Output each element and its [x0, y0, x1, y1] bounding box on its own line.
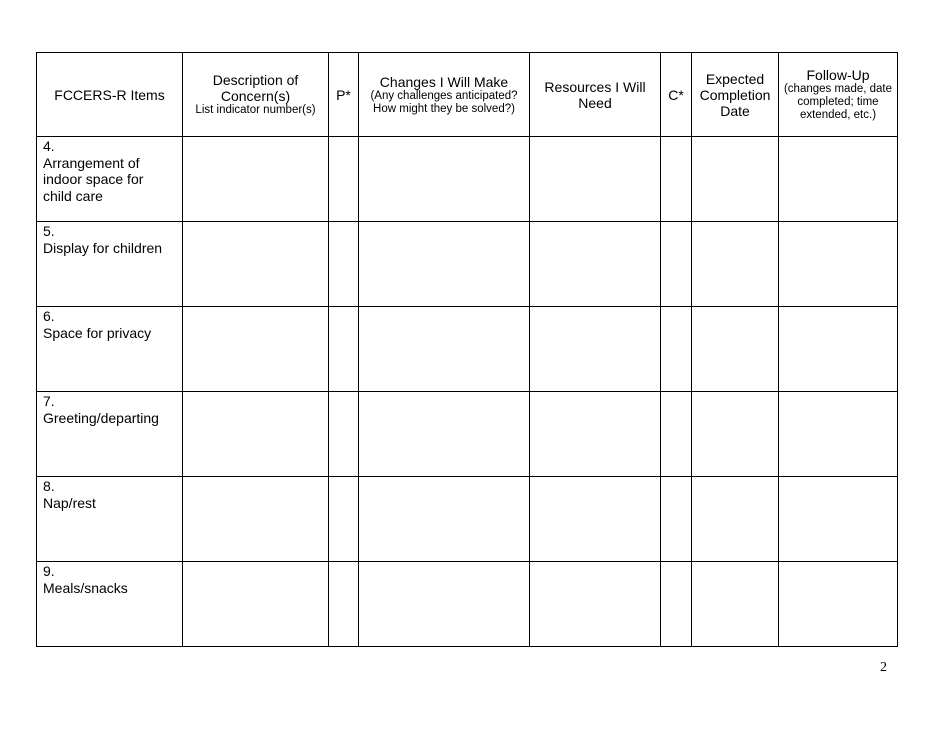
item-name: Meals/snacks	[43, 579, 128, 596]
header-description-of-concerns: Description of Concern(s) List indicator number(s)	[183, 53, 329, 137]
completion-date-cell[interactable]	[692, 307, 779, 392]
improvement-plan-table	[36, 52, 898, 647]
c-star-cell[interactable]	[661, 222, 692, 307]
follow-up-cell[interactable]	[779, 392, 898, 477]
c-star-cell[interactable]	[661, 307, 692, 392]
header-expected-completion-date: Expected Completion Date	[692, 53, 779, 137]
item-number: 4.	[43, 138, 55, 154]
resources-cell[interactable]	[530, 307, 661, 392]
item-name: Display for children	[43, 239, 163, 256]
changes-cell[interactable]	[359, 137, 530, 222]
changes-cell[interactable]	[359, 477, 530, 562]
table-row	[37, 477, 898, 562]
item-name: Nap/rest	[43, 494, 96, 511]
p-star-cell[interactable]	[329, 307, 359, 392]
p-star-cell[interactable]	[329, 477, 359, 562]
p-star-cell[interactable]	[329, 562, 359, 647]
resources-cell[interactable]	[530, 137, 661, 222]
follow-up-cell[interactable]	[779, 562, 898, 647]
table-row	[37, 137, 898, 222]
table-row	[37, 307, 898, 392]
description-cell[interactable]	[183, 137, 329, 222]
table-row	[37, 562, 898, 647]
p-star-cell[interactable]	[329, 137, 359, 222]
item-number: 8.	[43, 478, 55, 494]
header-fccers-items: FCCERS-R Items	[37, 53, 183, 137]
completion-date-cell[interactable]	[692, 137, 779, 222]
changes-cell[interactable]	[359, 392, 530, 477]
item-name: Space for privacy	[43, 324, 152, 341]
follow-up-cell[interactable]	[779, 477, 898, 562]
description-cell[interactable]	[183, 222, 329, 307]
completion-date-cell[interactable]	[692, 222, 779, 307]
header-follow-up: Follow-Up (changes made, date completed; time extended, etc.)	[779, 53, 898, 137]
description-cell[interactable]	[183, 307, 329, 392]
c-star-cell[interactable]	[661, 392, 692, 477]
p-star-cell[interactable]	[329, 392, 359, 477]
fccers-item-cell	[37, 477, 183, 562]
completion-date-cell[interactable]	[692, 477, 779, 562]
follow-up-cell[interactable]	[779, 222, 898, 307]
resources-cell[interactable]	[530, 477, 661, 562]
fccers-item-cell	[37, 307, 183, 392]
fccers-item-cell	[37, 137, 183, 222]
header-c-star: C*	[661, 53, 692, 137]
header-resources-i-will-need: Resources I Will Need	[530, 53, 661, 137]
resources-cell[interactable]	[530, 392, 661, 477]
c-star-cell[interactable]	[661, 477, 692, 562]
header-changes-i-will-make: Changes I Will Make (Any challenges anticipated? How might they be solved?)	[359, 53, 530, 137]
item-number: 5.	[43, 223, 55, 239]
completion-date-cell[interactable]	[692, 562, 779, 647]
item-number: 9.	[43, 563, 55, 579]
changes-cell[interactable]	[359, 307, 530, 392]
p-star-cell[interactable]	[329, 222, 359, 307]
header-p-star: P*	[329, 53, 359, 137]
description-cell[interactable]	[183, 392, 329, 477]
fccers-item-cell	[37, 222, 183, 307]
fccers-item-cell	[37, 562, 183, 647]
item-number: 7.	[43, 393, 55, 409]
follow-up-cell[interactable]	[779, 137, 898, 222]
item-name: Greeting/departing	[43, 409, 159, 426]
c-star-cell[interactable]	[661, 562, 692, 647]
item-number: 6.	[43, 308, 55, 324]
completion-date-cell[interactable]	[692, 392, 779, 477]
description-cell[interactable]	[183, 477, 329, 562]
item-name: Arrangement of indoor space for child care	[43, 154, 144, 204]
resources-cell[interactable]	[530, 222, 661, 307]
resources-cell[interactable]	[530, 562, 661, 647]
changes-cell[interactable]	[359, 222, 530, 307]
description-cell[interactable]	[183, 562, 329, 647]
changes-cell[interactable]	[359, 562, 530, 647]
page-number: 2	[880, 660, 887, 675]
fccers-item-cell	[37, 392, 183, 477]
c-star-cell[interactable]	[661, 137, 692, 222]
table-row	[37, 222, 898, 307]
header-row	[37, 53, 898, 137]
table-row	[37, 392, 898, 477]
follow-up-cell[interactable]	[779, 307, 898, 392]
